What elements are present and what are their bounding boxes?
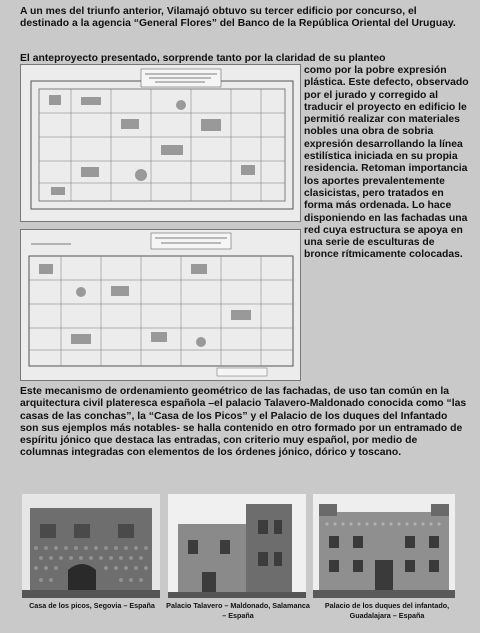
bottom-paragraph: Este mecanismo de ordenamiento geométrico de las fachadas, de uso tan común en la arquitectura civil plateresca española –el palacio Talavero-Maldonado conocida como “las casas de las conchas”, la “Casa de los Picos” y el Palacio de los duques del Infantado son sus ejemplos más notables- se halla contenido en otro formado por un entramado de espíritu jónico que destaca las entradas, con criterio muy español, por medio de columnas integradas con elementos de los órdenes jónico, dórico y toscano.: [20, 386, 467, 459]
side-paragraph: como por la pobre expresión plástica. Este defecto, observado por el jurado y corregido al traducir el proyecto en edificio le permitió realizar con materiales nobles una obra de sobria expresión desarrollando la línea estilística iniciada en su propia residencia. Retoman importancia los aportes prevalentemente clasicistas, pero tratados en forma más ordenada. Lo hace disponiendo en las fachadas una red cuya estructura se apoya en una serie de esculturas de bronce rítmicamente colocadas.: [304, 65, 469, 261]
intro-paragraph: A un mes del triunfo anterior, Vilamajó obtuvo su tercer edificio por concurso, el destinado a la agencia “General Flores” del Banco de la República Oriental del Uruguay.: [20, 6, 456, 30]
paragraph-first-line: El anteproyecto presentado, sorprende tanto por la claridad de su planteo: [20, 53, 386, 64]
caption-palacio-talavero: Palacio Talavero – Maldonado, Salamanca – España: [166, 601, 310, 620]
caption-casa-de-los-picos: Casa de los picos, Segovia – España: [29, 601, 155, 610]
photo-casa-de-los-picos: [22, 494, 160, 598]
photo-palacio-duques-infantado: [313, 494, 455, 598]
caption-palacio-infantado: Palacio de los duques del infantado, Guadalajara – España: [324, 601, 450, 620]
facade-plan-drawing-2: [20, 229, 301, 381]
photo-palacio-talavero-maldonado: [168, 494, 306, 598]
facade-plan-drawing-1: [20, 64, 301, 222]
